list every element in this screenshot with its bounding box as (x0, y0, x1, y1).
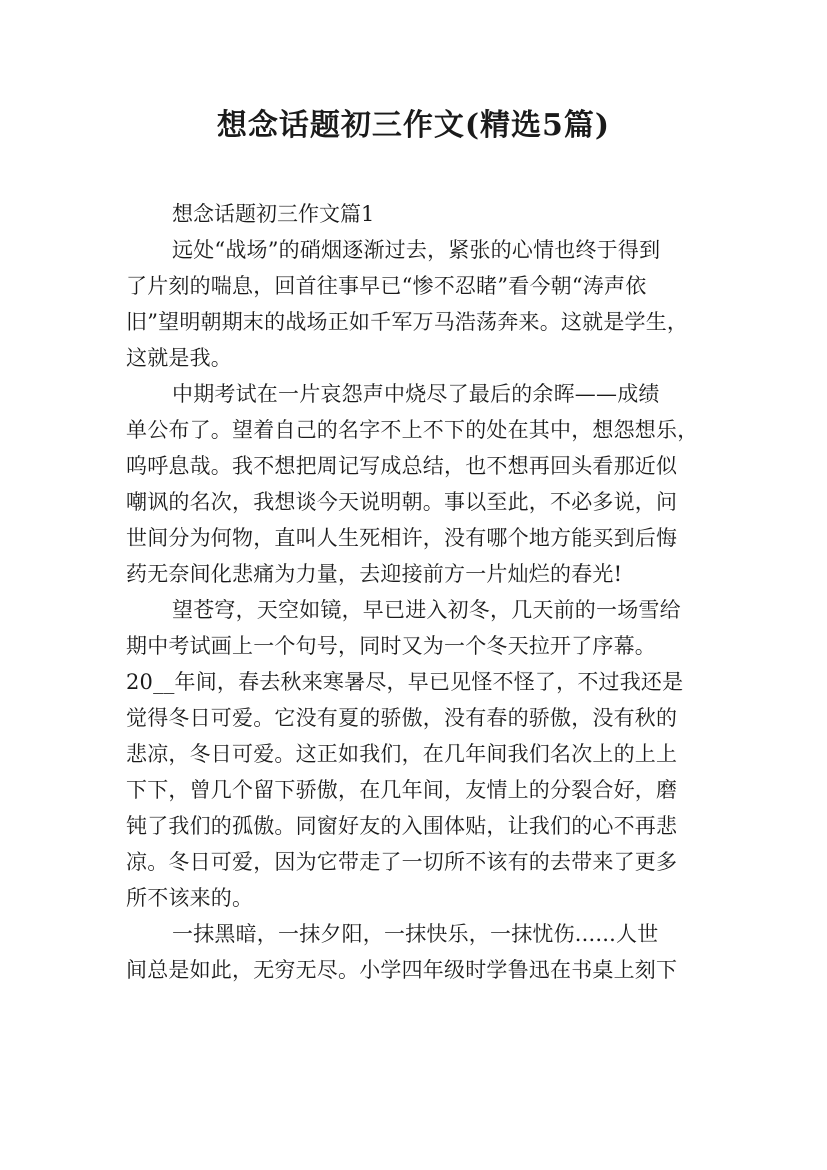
paragraph-line: 望苍穹，天空如镜，早已进入初冬，几天前的一场雪给 (172, 598, 681, 622)
paragraph-line: 中期考试在一片哀怨声中烧尽了最后的余晖——成绩 (172, 382, 660, 406)
paragraph-1 (126, 232, 701, 376)
paragraph-line: 呜呼息哉。我不想把周记写成总结，也不想再回头看那近似 (126, 454, 678, 478)
paragraph-line: 钝了我们的孤傲。同窗好友的入围体贴，让我们的心不再悲 (126, 814, 678, 838)
paragraph-3 (126, 592, 701, 916)
paragraph-line: 药无奈间化悲痛为力量，去迎接前方一片灿烂的春光! (126, 562, 623, 586)
paragraph-line: 世间分为何物，直叫人生死相许，没有哪个地方能买到后悔 (126, 526, 678, 550)
paragraph-2 (126, 376, 701, 592)
paragraph-line: 一抹黑暗，一抹夕阳，一抹快乐，一抹忧伤......人世 (172, 922, 659, 946)
paragraph-line: 这就是我。 (126, 346, 232, 370)
paragraph-line: 凉。冬日可爱，因为它带走了一切所不该有的去带来了更多 (126, 850, 678, 874)
paragraph-line: 20__年间，春去秋来寒暑尽，早已见怪不怪了，不过我还是 (126, 670, 684, 694)
paragraph-line: 了片刻的喘息，回首往事早已“惨不忍睹”看今朝“涛声依 (126, 274, 647, 298)
paragraph-line: 旧”望明朝期末的战场正如千军万马浩荡奔来。这就是学生， (126, 310, 689, 334)
document-title: 想念话题初三作文(精选5篇) (216, 108, 611, 143)
document-body (126, 196, 701, 988)
paragraph-line: 下下，曾几个留下骄傲，在几年间，友情上的分裂合好，磨 (126, 778, 678, 802)
paragraph-line: 期中考试画上一个句号，同时又为一个冬天拉开了序幕。 (126, 634, 656, 658)
paragraph-line: 单公布了。望着自己的名字不上不下的处在其中，想怨想乐， (126, 418, 699, 442)
paragraph-line: 觉得冬日可爱。它没有夏的骄傲，没有春的骄傲，没有秋的 (126, 706, 678, 730)
paragraph-line: 远处“战场”的硝烟逐渐过去，紧张的心情也终于得到 (172, 238, 661, 262)
paragraph-line: 所不该来的。 (126, 886, 254, 910)
section-heading: 想念话题初三作文篇1 (172, 202, 375, 226)
paragraph-line: 嘲讽的名次，我想谈今天说明朝。事以至此，不必多说，问 (126, 490, 678, 514)
paragraph-line: 间总是如此，无穷无尽。小学四年级时学鲁迅在书桌上刻下 (126, 958, 678, 982)
paragraph-line: 悲凉，冬日可爱。这正如我们，在几年间我们名次上的上上 (126, 742, 678, 766)
paragraph-4 (126, 916, 701, 988)
